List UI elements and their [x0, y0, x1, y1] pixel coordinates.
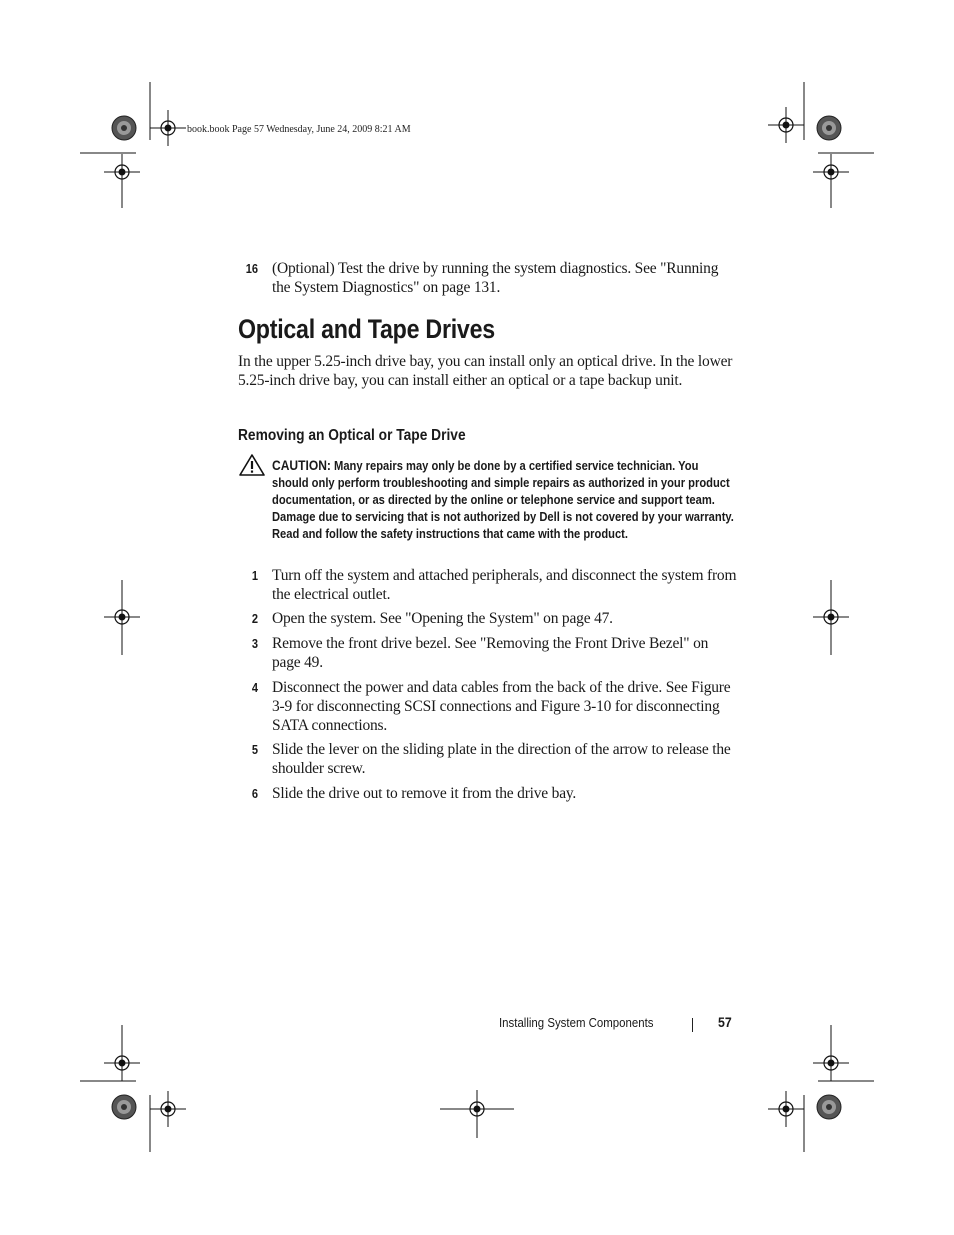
- step-number: 6: [251, 786, 258, 801]
- registration-mark-icon: [104, 599, 140, 635]
- step-number: 3: [251, 636, 258, 651]
- step-text: Remove the front drive bezel. See "Removing the Front Drive Bezel" on page 49.: [272, 635, 709, 671]
- caution-note: [272, 457, 736, 543]
- page-number: 57: [718, 1014, 732, 1030]
- section-intro: In the upper 5.25-inch drive bay, you can install only an optical drive. In the lower 5.25-inch drive bay, you can install either an optical or a tape backup unit.: [238, 353, 733, 389]
- step-number: 1: [251, 568, 258, 583]
- registration-star-icon: [112, 116, 136, 140]
- registration-mark-icon: [104, 154, 140, 190]
- step-text: Disconnect the power and data cables from the back of the drive. See Figure 3-9 for disconnecting SCSI connections and Figure 3-10 for disconnecting SATA connections.: [272, 679, 731, 734]
- registration-star-icon: [817, 1095, 841, 1119]
- registration-star-icon: [112, 1095, 136, 1119]
- registration-mark-icon: [150, 1091, 186, 1127]
- caution-text: Many repairs may only be done by a certified service technician. You should only perform troubleshooting and simple repairs as authorized in your product documentation, or as directed by the online or telephone service and support team. Damage due to servicing that is not authorized by Dell is not covered by your warranty. Read and follow the safety instructions that came with the product.: [272, 459, 734, 541]
- registration-mark-icon: [813, 599, 849, 635]
- footer-divider: [692, 1018, 693, 1032]
- registration-mark-icon: [768, 107, 804, 143]
- step-number: 2: [251, 611, 258, 626]
- step-text: Slide the lever on the sliding plate in the direction of the arrow to release the shoulder screw.: [272, 741, 731, 777]
- subsection-title: Removing an Optical or Tape Drive: [238, 427, 466, 444]
- print-slug-header: book.book Page 57 Wednesday, June 24, 2009 8:21 AM: [187, 124, 411, 135]
- step-number: 5: [251, 742, 258, 757]
- caution-warning-icon: [238, 453, 266, 477]
- section-title: Optical and Tape Drives: [238, 314, 495, 344]
- registration-mark-icon: [150, 110, 186, 146]
- step-text: (Optional) Test the drive by running the system diagnostics. See "Running the System Diagnostics" on page 131.: [272, 260, 719, 296]
- registration-star-icon: [817, 116, 841, 140]
- step-number: 4: [251, 680, 258, 695]
- registration-mark-icon: [813, 1045, 849, 1081]
- step-text: Open the system. See "Opening the System" on page 47.: [272, 610, 613, 627]
- step-text: Slide the drive out to remove it from the drive bay.: [272, 785, 577, 802]
- registration-mark-icon: [104, 1045, 140, 1081]
- step-number: 16: [245, 261, 258, 276]
- step-text: Turn off the system and attached peripherals, and disconnect the system from the electrical outlet.: [272, 567, 737, 603]
- footer-chapter-title: Installing System Components: [499, 1015, 654, 1030]
- registration-mark-icon: [813, 154, 849, 190]
- registration-mark-icon: [768, 1091, 804, 1127]
- caution-label: CAUTION:: [272, 458, 331, 473]
